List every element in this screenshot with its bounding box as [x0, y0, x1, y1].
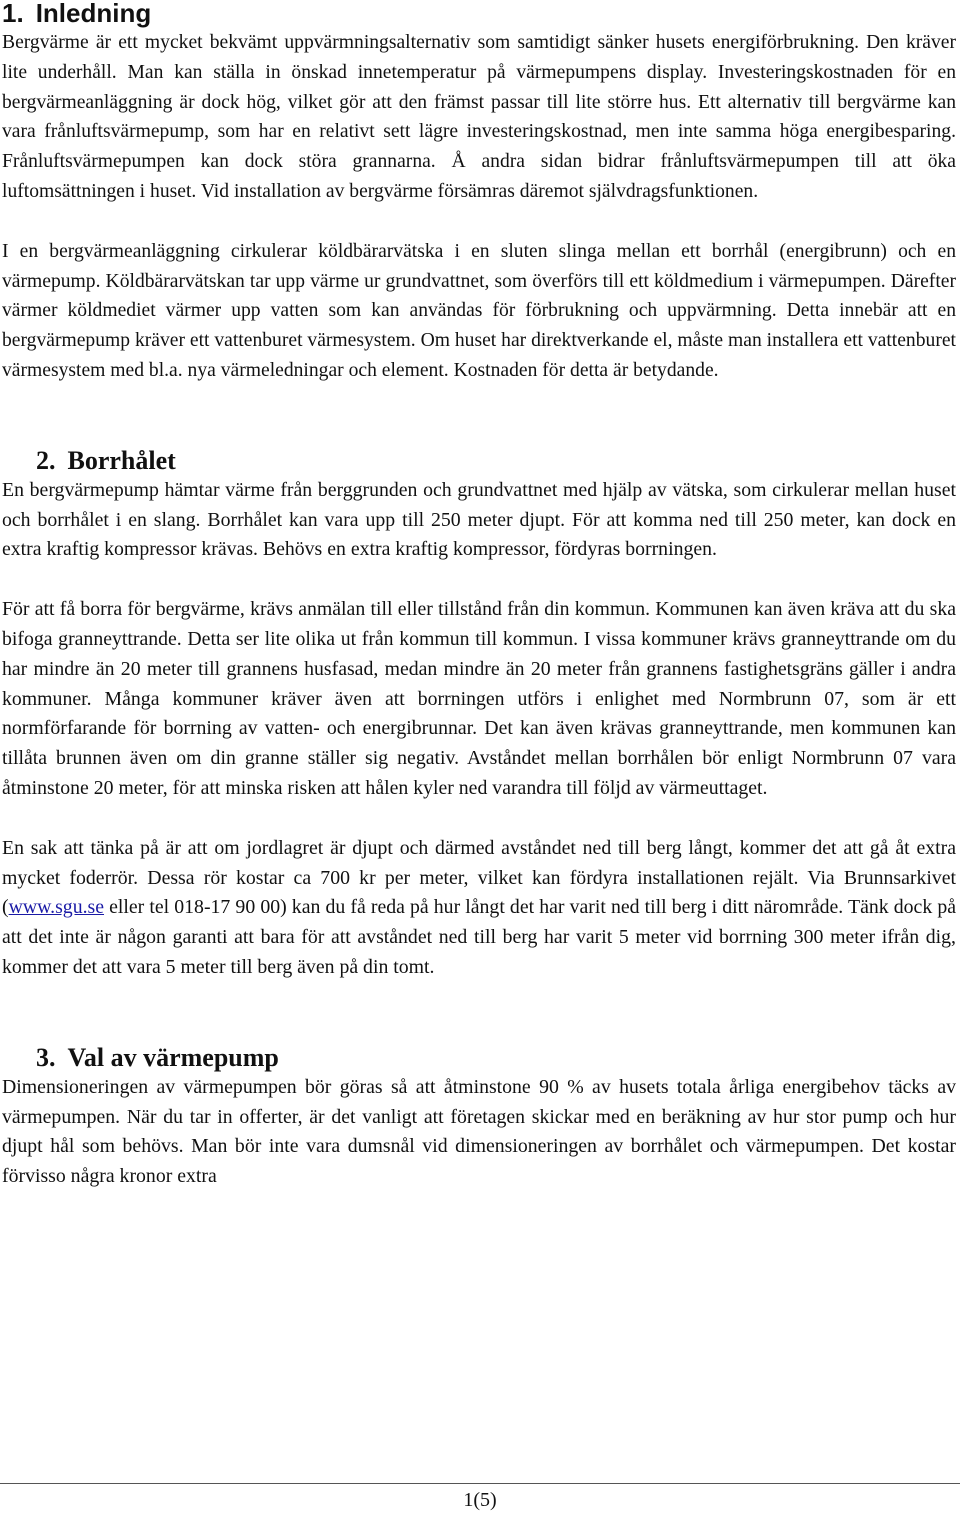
section-title: Borrhålet [67, 445, 176, 475]
paragraph: En sak att tänka på är att om jordlagret är djupt och därmed avståndet ned till berg långt, kommer det att gå åt extra mycket foderrör. Dessa rör kostar ca 700 kr per meter, vilket kan fördyra installationen rejält. Via Brunnsarkivet (www.sgu.se eller tel 018-17 90 00) kan du få reda på hur långt det har varit ned till berg i ditt närområde. Tänk dock på att det inte är någon garanti att bara för att avståndet ned till berg har varit 5 meter vid borrning 300 meter ifrån dig, kommer det att vara 5 meter till berg även på din tomt. [2, 836, 956, 978]
sgu-link[interactable]: www.sgu.se [8, 896, 105, 919]
section-number: 3. [36, 1042, 56, 1072]
section-title: Inledning [35, 0, 152, 28]
page-number: 1(5) [463, 1489, 497, 1511]
section-heading [2, 1043, 956, 1073]
paragraph: Bergvärme är ett mycket bekvämt uppvärmningsalternativ som samtidigt sänker husets energiförbrukning. Den kräver lite underhåll. Man kan ställa in önskad innetemperatur på värmepumpens display. Investeringskostnaden för en bergvärmeanläggning är dock hög, vilket gör att den främst passar till lite större hus. Ett alternativ till bergvärme kan vara frånluftsvärmepump, som har en relativt sett lägre investeringskostnad, men inte samma höga energibesparing. Frånluftsvärmepumpen kan dock störa grannarna. Å andra sidan bidrar frånluftsvärmepumpen till att öka luftomsättningen i huset. Vid installation av bergvärme försämras däremot självdragsfunktionen. [2, 32, 956, 202]
section-heading [2, 446, 956, 476]
section-number: 2. [36, 445, 56, 475]
paragraph: För att få borra för bergvärme, krävs anmälan till eller tillstånd från din kommun. Kommunen kan även kräva att du ska bifoga granneyttrande. Detta ser lite olika ut från kommun till kommun. I vissa kommuner krävs granneyttrande om du har mindre än 20 meter till grannens husfasad, medan mindre än 20 meter från grannens fastighetsgräns gäller i andra kommuner. Många kommuner kräver även att borrningen utförs i enlighet med Normbrunn 07, som är ett normförfarande för borrning av vatten- och energibrunnar. Det kan även krävas granneyttrande, men kommunen kan tillåta brunnen även om din granne ställer sig negativ. Avståndet mellan borrhålen bör enligt Normbrunn 07 vara åtminstone 20 meter, för att minska risken att hålen kyler ned varandra till följd av värmeuttaget. [2, 598, 956, 799]
section-borrhalet [2, 446, 956, 983]
section-number: 1. [2, 0, 24, 28]
paragraph: En bergvärmepump hämtar värme från berggrunden och grundvattnet med hjälp av vätska, som cirkulerar mellan huset och borrhålet i en slang. Borrhålet kan vara upp till 250 meter djupt. För att komma ned till 250 meter, kan dock en extra kraftig kompressor krävas. Behövs en extra kraftig kompressor, fördyras borrningen. [2, 478, 956, 561]
paragraph: Dimensioneringen av värmepumpen bör göras så att åtminstone 90 % av husets totala årliga energibehov täcks av värmepumpen. När du tar in offerter, är det vanligt att företagen skickar med en beräkning av hur stor pump och hur djupt hål som behövs. Man bör inte vara dumsnål vid dimensioneringen av borrhålet och värmepumpen. Det kostar förvisso några kronor extra [2, 1075, 956, 1188]
section-title: Val av värmepump [67, 1042, 279, 1072]
paragraph: I en bergvärmeanläggning cirkulerar köldbärarvätska i en sluten slinga mellan ett borrhål (energibrunn) och en värmepump. Köldbärarvätskan tar upp värme ur grundvattnet, som överförs till ett köldmedium i värmepumpen. Därefter värmer köldmediet värmer upp vatten som kan användas för förbrukning och uppvärmning. Detta innebär att en bergvärmepump kräver ett vattenburet värmesystem. Om huset har direktverkande el, måste man installera ett vattenburet värmesystem med bl.a. nya värmeledningar och element. Kostnaden för detta är betydande. [2, 240, 956, 381]
footer-rule [0, 1483, 960, 1484]
section-val-av-varmepump [2, 1043, 956, 1192]
section-heading [2, 0, 956, 28]
section-inledning [2, 0, 956, 386]
